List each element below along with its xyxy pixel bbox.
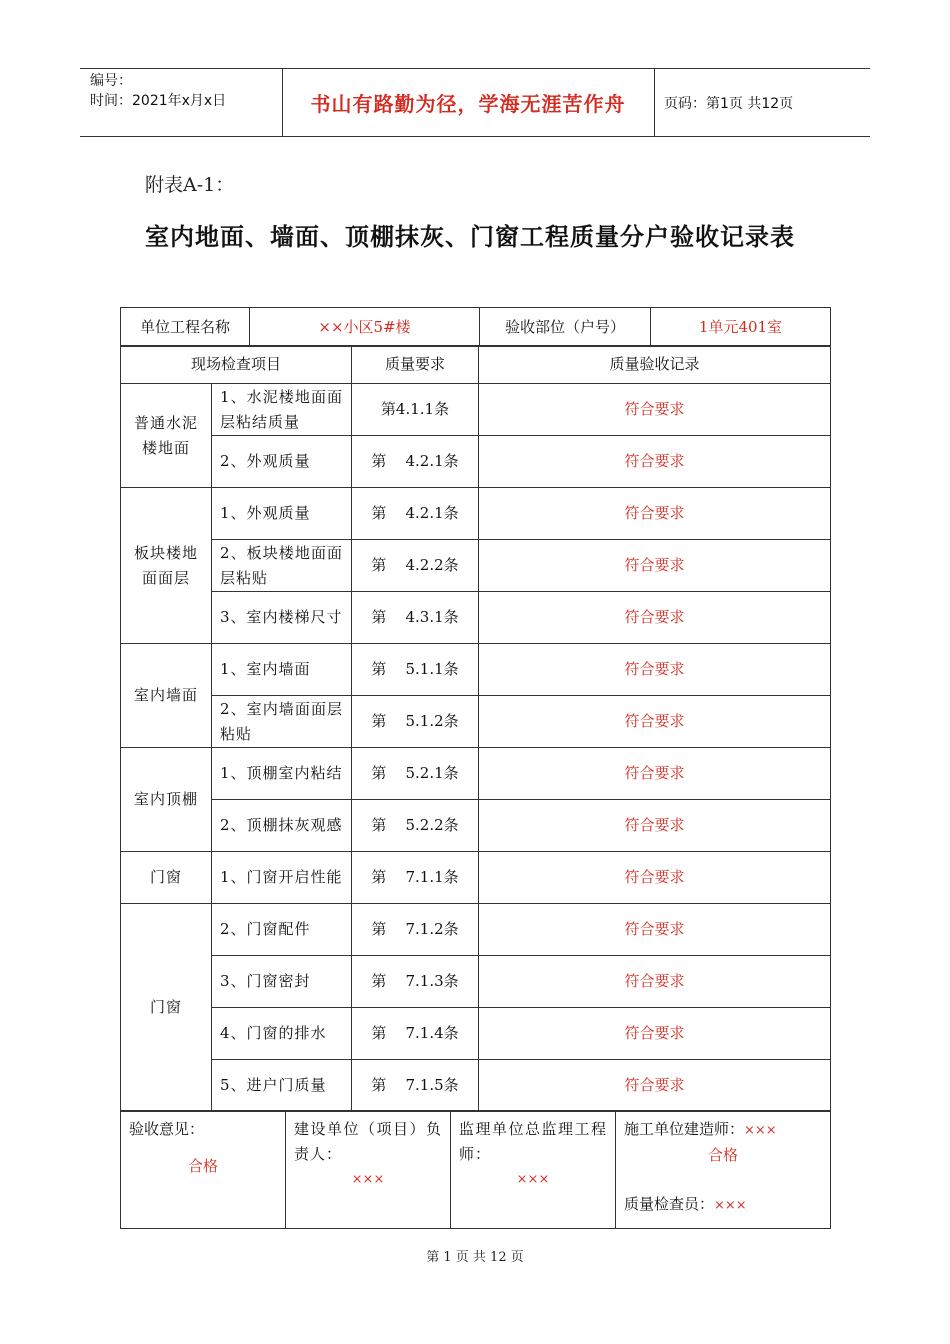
table-row <box>121 592 831 644</box>
table-row <box>121 540 831 592</box>
group-name: 板块楼地面面层 <box>121 488 212 644</box>
requirement-clause: 第 7.1.3条 <box>352 956 479 1008</box>
check-item: 2、室内墙面面层粘贴 <box>212 696 352 748</box>
inspection-record: 符合要求 <box>479 696 831 748</box>
requirement-clause: 第 7.1.2条 <box>352 904 479 956</box>
appendix-label: 附表A-1： <box>145 174 235 196</box>
document-title: 室内地面、墙面、顶棚抹灰、门窗工程质量分户验收记录表 <box>145 223 795 251</box>
check-item: 2、外观质量 <box>212 436 352 488</box>
check-item: 2、板块楼地面面层粘贴 <box>212 540 352 592</box>
header-divider <box>654 69 655 136</box>
inspection-record: 符合要求 <box>479 644 831 696</box>
requirement-clause: 第 5.2.1条 <box>352 748 479 800</box>
part-value: 1单元401室 <box>651 308 831 347</box>
table-row <box>121 800 831 852</box>
info-table <box>120 307 831 347</box>
inspection-record: 符合要求 <box>479 384 831 436</box>
builder-label: 施工单位建造师： <box>624 1120 745 1138</box>
requirement-clause: 第 4.3.1条 <box>352 592 479 644</box>
unit-name-label: 单位工程名称 <box>121 308 250 347</box>
table-row <box>121 1060 831 1112</box>
requirement-clause: 第 5.2.2条 <box>352 800 479 852</box>
requirement-clause: 第 7.1.4条 <box>352 1008 479 1060</box>
check-item: 3、门窗密封 <box>212 956 352 1008</box>
check-item: 1、门窗开启性能 <box>212 852 352 904</box>
header-motto: 书山有路勤为径，学海无涯苦作舟 <box>310 92 626 116</box>
inspection-record: 符合要求 <box>479 748 831 800</box>
group-name: 室内墙面 <box>121 644 212 748</box>
info-row <box>121 308 831 347</box>
inspection-record: 符合要求 <box>479 852 831 904</box>
inspection-record: 符合要求 <box>479 956 831 1008</box>
table-row <box>121 1008 831 1060</box>
check-item: 1、室内墙面 <box>212 644 352 696</box>
part-label: 验收部位（户号） <box>480 308 651 347</box>
check-item: 5、进户门质量 <box>212 1060 352 1112</box>
inspection-record: 符合要求 <box>479 436 831 488</box>
inspection-record: 符合要求 <box>479 488 831 540</box>
column-header-row <box>121 346 831 384</box>
group-name: 门窗 <box>121 904 212 1112</box>
requirement-clause: 第 5.1.2条 <box>352 696 479 748</box>
requirement-clause: 第 4.2.1条 <box>352 436 479 488</box>
table-row <box>121 852 831 904</box>
builder-result: 合格 <box>707 1146 738 1164</box>
table-row <box>121 696 831 748</box>
supervisor-value: ××× <box>516 1172 550 1187</box>
supervisor-cell <box>451 1111 616 1229</box>
inspection-record: 符合要求 <box>479 592 831 644</box>
opinion-cell <box>121 1111 286 1229</box>
owner-value: ××× <box>351 1172 385 1187</box>
builder-value: ××× <box>744 1123 777 1138</box>
inspection-record: 符合要求 <box>479 1060 831 1112</box>
table-row <box>121 488 831 540</box>
inspection-record: 符合要求 <box>479 1008 831 1060</box>
check-item: 3、室内楼梯尺寸 <box>212 592 352 644</box>
requirement-clause: 第 7.1.5条 <box>352 1060 479 1112</box>
table-row <box>121 956 831 1008</box>
check-item: 1、水泥楼地面面层粘结质量 <box>212 384 352 436</box>
inspector-line <box>624 1192 822 1218</box>
check-item: 2、门窗配件 <box>212 904 352 956</box>
column-header-requirement: 质量要求 <box>352 346 479 384</box>
opinion-label: 验收意见： <box>129 1120 205 1138</box>
table-row <box>121 384 831 436</box>
check-item: 2、顶棚抹灰观感 <box>212 800 352 852</box>
table-row <box>121 644 831 696</box>
page-header <box>80 68 870 137</box>
table-row <box>121 904 831 956</box>
signature-table <box>120 1110 831 1229</box>
check-item: 4、门窗的排水 <box>212 1008 352 1060</box>
supervisor-label: 监理单位总监理工程师： <box>459 1120 607 1163</box>
requirement-clause: 第 4.2.1条 <box>352 488 479 540</box>
inspection-table <box>120 345 831 1112</box>
opinion-value: 合格 <box>187 1157 218 1175</box>
inspection-record: 符合要求 <box>479 904 831 956</box>
doc-date: 时间：2021年x月x日 <box>90 93 227 109</box>
requirement-clause: 第4.1.1条 <box>352 384 479 436</box>
group-name: 门窗 <box>121 852 212 904</box>
check-item: 1、外观质量 <box>212 488 352 540</box>
unit-name-value: ××小区5#楼 <box>250 308 480 347</box>
doc-number: 编号： <box>90 73 132 89</box>
requirement-clause: 第 4.2.2条 <box>352 540 479 592</box>
table-row <box>121 748 831 800</box>
header-meta <box>90 71 226 111</box>
group-name: 普通水泥楼地面 <box>121 384 212 488</box>
requirement-clause: 第 5.1.1条 <box>352 644 479 696</box>
inspector-label: 质量检查员： <box>624 1195 715 1213</box>
inspection-record: 符合要求 <box>479 540 831 592</box>
table-row <box>121 436 831 488</box>
inspection-record: 符合要求 <box>479 800 831 852</box>
builder-line <box>624 1117 822 1143</box>
owner-label: 建设单位（项目）负责人： <box>294 1120 442 1163</box>
check-item: 1、顶棚室内粘结 <box>212 748 352 800</box>
page-footer: 第 1 页 共 12 页 <box>426 1250 524 1265</box>
inspector-value: ××× <box>714 1198 747 1213</box>
owner-cell <box>286 1111 451 1229</box>
group-name: 室内顶棚 <box>121 748 212 852</box>
requirement-clause: 第 7.1.1条 <box>352 852 479 904</box>
column-header-record: 质量验收记录 <box>479 346 831 384</box>
column-header-item: 现场检查项目 <box>121 346 352 384</box>
header-page-number: 页码：第1页 共12页 <box>664 95 794 112</box>
builder-cell <box>616 1111 831 1229</box>
